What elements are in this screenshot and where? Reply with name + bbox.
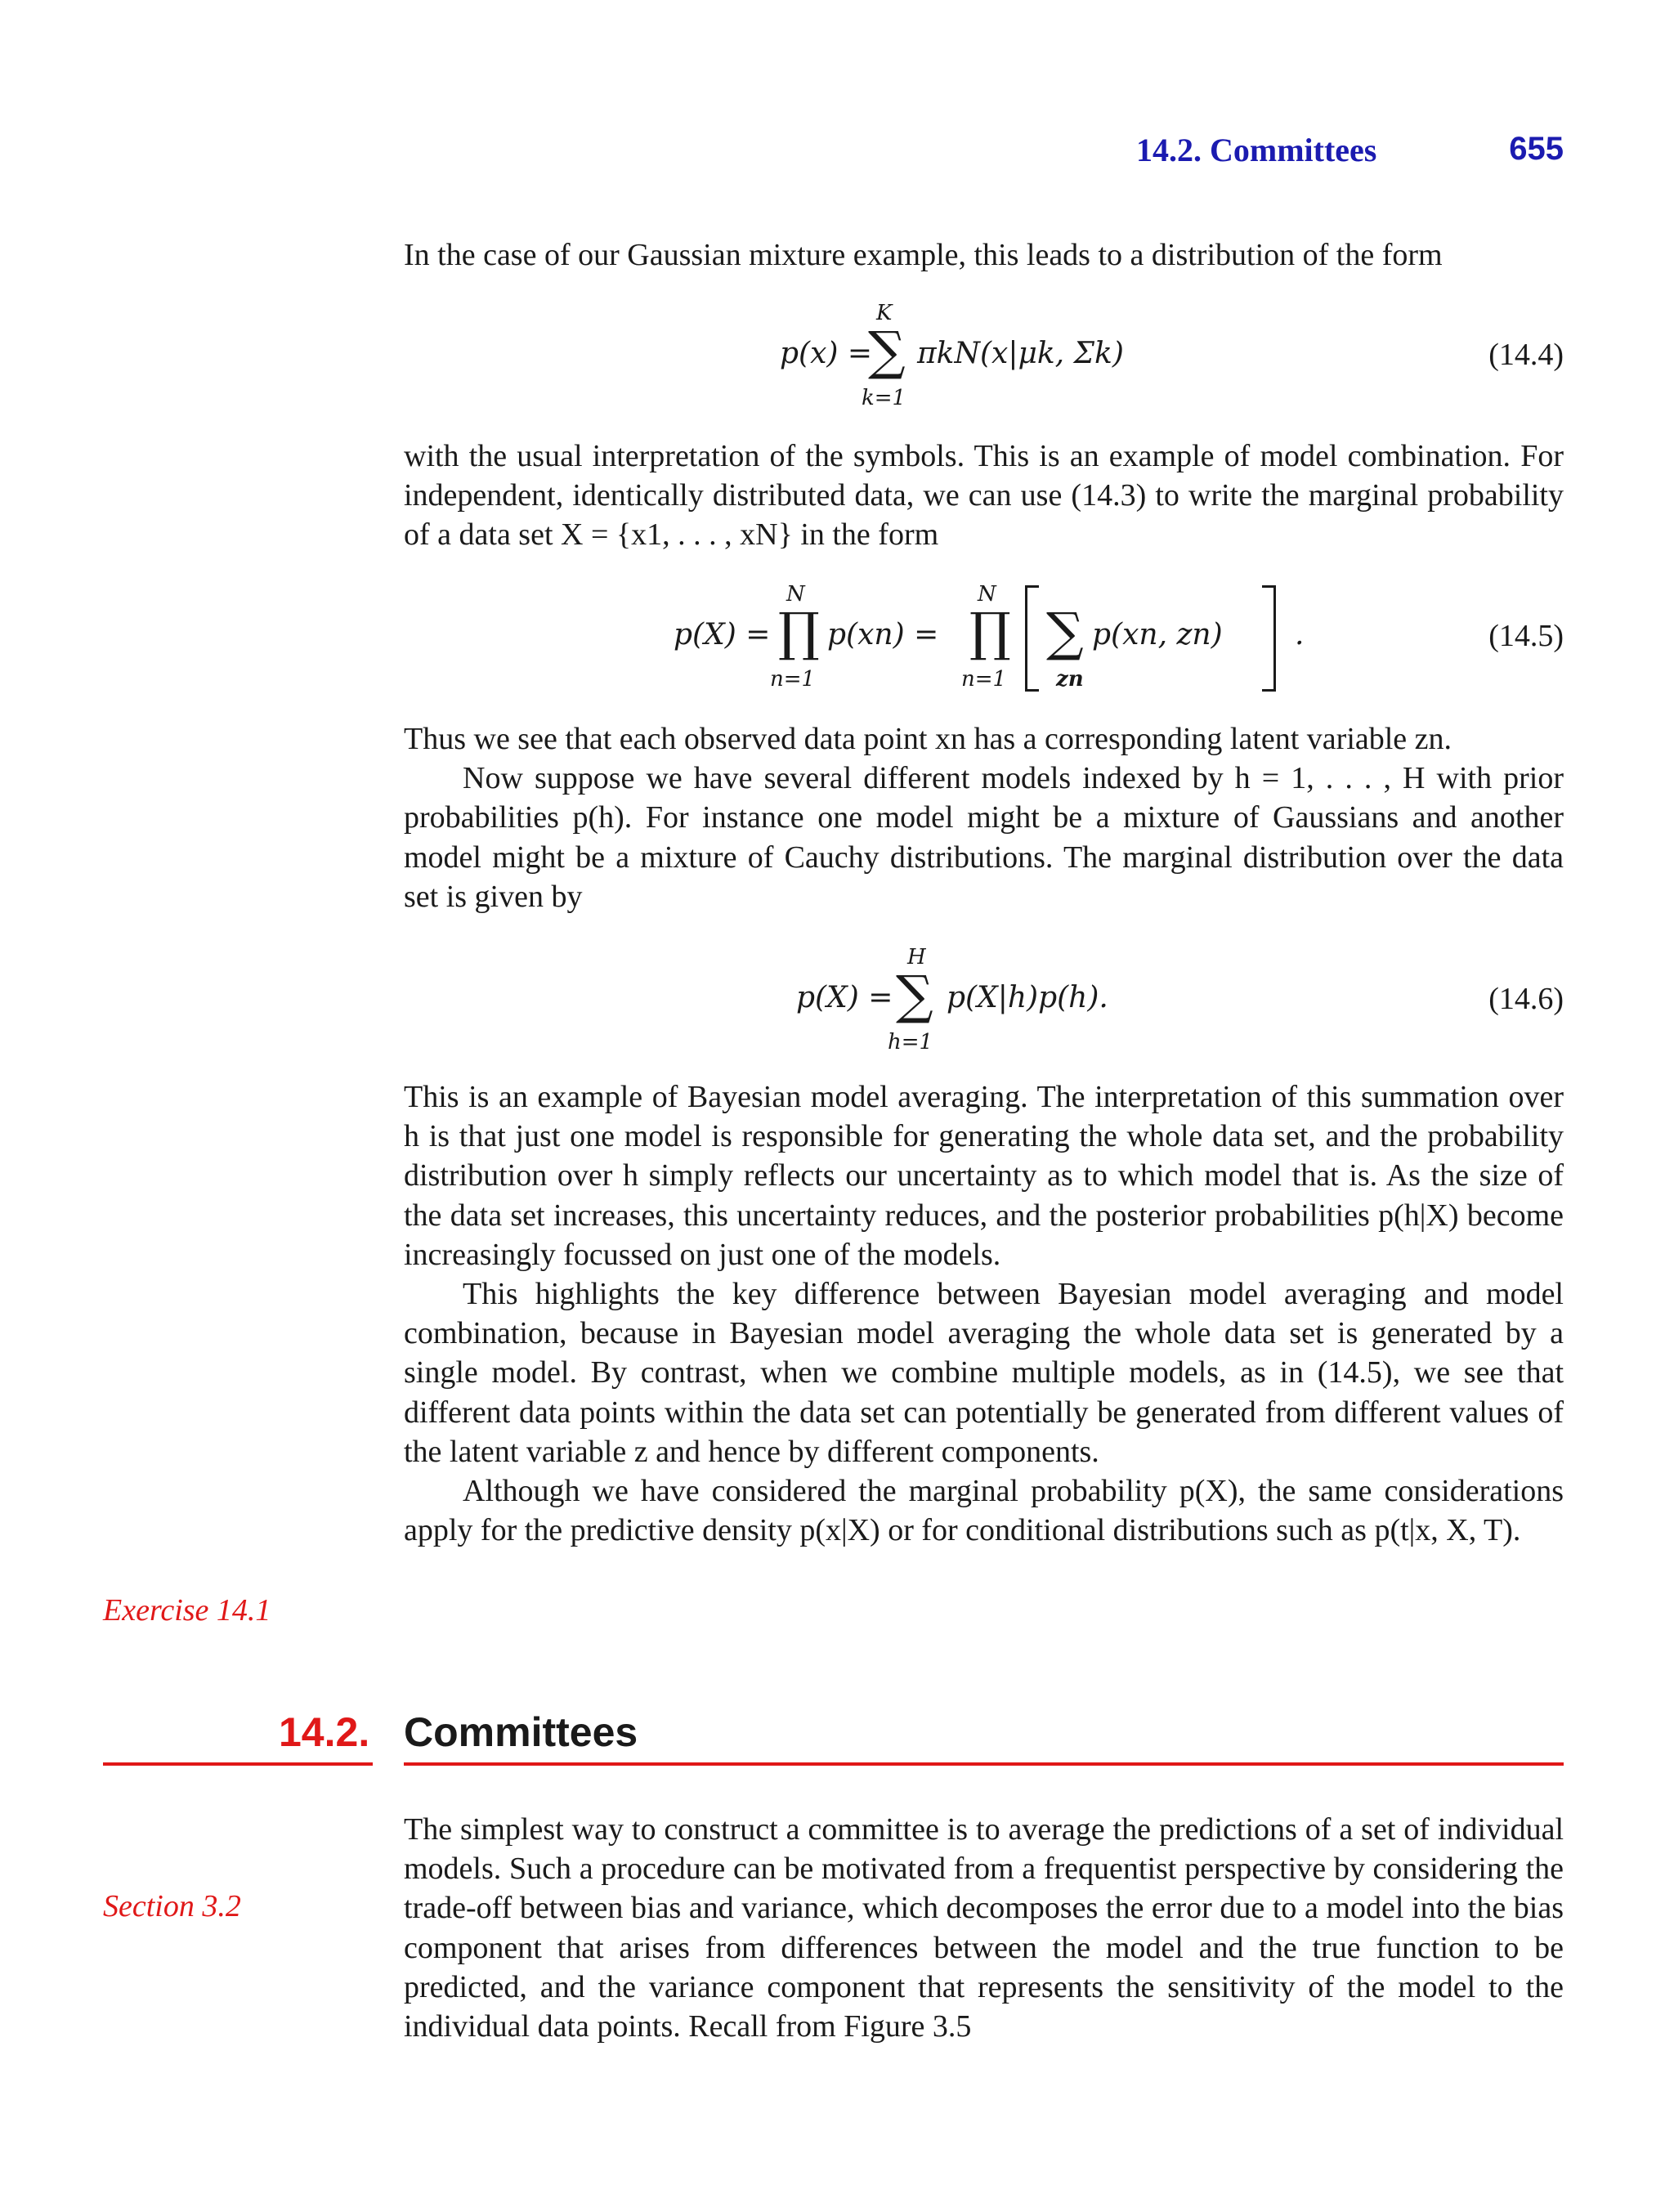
margin-note-exercise[interactable]: Exercise 14.1 bbox=[103, 1593, 271, 1628]
body-block-2 bbox=[404, 437, 1564, 555]
eq-14-6-lower-limit: h=1 bbox=[888, 1030, 933, 1055]
summation-symbol-inner: ∑ bbox=[1046, 602, 1084, 663]
section-number: 14.2. bbox=[279, 1709, 370, 1755]
margin-note-section[interactable]: Section 3.2 bbox=[103, 1889, 241, 1923]
paragraph-model-combination: with the usual interpretation of the symbols. This is an example of model combination. For independent, identically distributed data, we can use (14.3) to write the marginal probability of a data set X = {x1, . . . , xN} in the form bbox=[404, 439, 1564, 553]
eq-14-4-rhs: πkN(x|μk, Σk) bbox=[917, 337, 1124, 370]
equation-14-5-formula bbox=[674, 582, 1327, 692]
summation-symbol: ∑ bbox=[868, 321, 906, 382]
paragraph-bayesian-averaging: This is an example of Bayesian model averaging. The interpretation of this summation over h is that just one model is responsible for generating the whole data set, and the probability distribution over h simply reflects our uncertainty as to which model that is. As the size of the data set increases, this uncertainty reduces, and the posterior probabilities p(h|X) become increasingly focussed on just one of the models. bbox=[404, 1080, 1564, 1272]
body-block-1 bbox=[404, 235, 1564, 275]
equation-14-4 bbox=[404, 301, 1564, 410]
equation-14-6-formula bbox=[796, 945, 1287, 1055]
right-bracket bbox=[1262, 585, 1276, 692]
eq-14-5-upper-limit-2: N bbox=[978, 582, 996, 607]
product-symbol-2: ∏ bbox=[969, 602, 1011, 663]
equation-number-14-6: (14.6) bbox=[1488, 982, 1564, 1016]
paragraph-latent-variable: Thus we see that each observed data point xn has a corresponding latent variable zn. bbox=[404, 722, 1452, 756]
eq-14-5-lhs: p(X) = bbox=[674, 618, 771, 652]
page-number: 655 bbox=[1509, 131, 1564, 167]
equation-14-5 bbox=[404, 582, 1564, 692]
eq-14-6-rhs: p(X|h)p(h). bbox=[947, 981, 1108, 1014]
body-block-4 bbox=[404, 1077, 1564, 1550]
paragraph-intro: In the case of our Gaussian mixture example, this leads to a distribution of the form bbox=[404, 238, 1443, 272]
section-title: Committees bbox=[404, 1709, 638, 1755]
eq-14-4-lower-limit: k=1 bbox=[862, 386, 906, 410]
section-rule-right bbox=[404, 1762, 1564, 1766]
running-head-title: 14.2. Committees bbox=[1136, 132, 1377, 168]
eq-14-4-upper-limit: K bbox=[876, 301, 893, 325]
paragraph-predictive-density: Although we have considered the marginal probability p(X), the same considerations apply for the predictive density p(x|X) or for conditional distributions such as p(t|x, X, T). bbox=[404, 1474, 1564, 1548]
eq-14-5-upper-limit-1: N bbox=[786, 582, 805, 607]
paragraph-key-difference: This highlights the key difference between Bayesian model averaging and model combination, because in Bayesian model averaging the whole data set is generated by a single model. By contrast, when we combine multiple models, as in (14.5), we see that different data points within the data set can potentially be generated from different values of the latent variable z and hence by different components. bbox=[404, 1277, 1564, 1469]
paragraph-several-models: Now suppose we have several different models indexed by h = 1, . . . , H with prior probabilities p(h). For instance one model might be a mixture of Gaussians and another model might be a mixture of Cauchy distributions. The marginal distribution over the data set is given by bbox=[404, 761, 1564, 914]
running-head bbox=[1136, 131, 1564, 172]
equation-number-14-4: (14.4) bbox=[1488, 338, 1564, 372]
paragraph-committee-intro: The simplest way to construct a committee is to average the predictions of a set of individual models. Such a procedure can be motivated from a frequentist perspective by considering the trade-off between bias and variance, which decomposes the error due to a model into the bias component that arises from differences between the model and the true function to be predicted, and the variance component that represents the sensitivity of the model to the individual data points. Recall from Figure 3.5 bbox=[404, 1812, 1564, 2044]
product-symbol-1: ∏ bbox=[778, 602, 820, 663]
eq-14-5-lower-limit-2: n=1 bbox=[961, 667, 1007, 692]
eq-14-5-inner-lower-limit: zn bbox=[1056, 667, 1084, 692]
eq-14-4-lhs: p(x) = bbox=[780, 337, 873, 370]
body-block-5 bbox=[404, 1810, 1564, 2046]
eq-14-5-mid: p(xn) = bbox=[827, 618, 939, 652]
left-bracket bbox=[1025, 585, 1039, 692]
section-heading bbox=[103, 1708, 1564, 1766]
eq-14-5-tail: . bbox=[1295, 618, 1305, 652]
body-block-3 bbox=[404, 719, 1564, 916]
eq-14-5-lower-limit-1: n=1 bbox=[770, 667, 816, 692]
equation-14-4-formula bbox=[780, 301, 1270, 410]
eq-14-6-upper-limit: H bbox=[907, 945, 926, 969]
section-rule-left bbox=[103, 1762, 373, 1766]
eq-14-5-inner: p(xn, zn) bbox=[1092, 618, 1223, 652]
equation-number-14-5: (14.5) bbox=[1488, 619, 1564, 653]
eq-14-6-lhs: p(X) = bbox=[796, 981, 893, 1014]
equation-14-6 bbox=[404, 945, 1564, 1055]
summation-symbol-14-6: ∑ bbox=[896, 965, 933, 1026]
